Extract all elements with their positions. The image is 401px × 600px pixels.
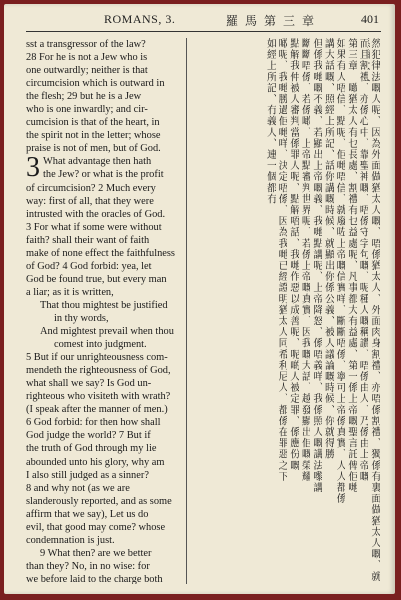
- chinese-text-column: 噉呢、我哋勝過佢哋咩、決定唔係、因為我哋已經證明猶太人同希利尼人、都係在罪惡之下: [276, 38, 288, 482]
- text-line: 6 God forbid: for then how shall: [26, 417, 161, 429]
- text-line: God judge the world? 7 But if: [26, 430, 151, 442]
- text-line: praise is not of men, but of God.: [26, 143, 161, 155]
- text-line: (I speak after the manner of men.): [26, 404, 168, 416]
- text-line: the flesh; 29 but he is a Jew: [26, 91, 142, 103]
- english-column: [26, 38, 182, 584]
- chapter-dropcap: 3: [26, 152, 40, 184]
- text-line: we before laid to the charge both: [26, 573, 163, 584]
- page-header: [26, 12, 381, 30]
- text-line: a liar; as it is written,: [26, 286, 114, 298]
- text-line: 5 But if our unrighteousness com-: [26, 352, 168, 364]
- text-line: than they? No, in no wise: for: [26, 560, 150, 572]
- column-divider: [186, 38, 187, 584]
- text-line: one outwardly; neither is that: [26, 65, 148, 77]
- text-line: make of none effect the faithfulness: [26, 247, 175, 259]
- text-line: I also still judged as a sinner?: [26, 469, 149, 481]
- text-line: mendeth the righteousness of God,: [26, 365, 171, 377]
- chinese-text-column: 然犯律法嘅人呢、因為外面做猶太人嘅、唔係猶太人、外面肉身割禮、亦唔係割禮、獨係有裏面做猶太人嘅、就: [369, 38, 380, 582]
- chinese-text-column: 如經上所記、冇義人、連一個都冇: [264, 38, 276, 205]
- text-line: of God? 4 God forbid: yea, let: [26, 260, 152, 272]
- text-line: God be found true, but every man: [26, 273, 167, 285]
- text-line: the Jew? or what is the profit: [43, 169, 164, 181]
- poetry-line: comest into judgment.: [54, 339, 147, 351]
- chinese-text-column: 點解我仲被人審判當係罪人呢、點解唔話、我哋作惡以成善呢、呢啲人被定罪、係應份嘅: [287, 38, 299, 471]
- text-line: cumcision is that of the heart, in: [26, 117, 160, 129]
- text-line: the truth of God through my lie: [26, 443, 157, 455]
- chinese-text-column: 講大話嘅、照經上所記、話你講嘅時候、就顯出你係公義、被人議論嘅時候、你就得勝: [322, 38, 334, 460]
- text-line: way: first of all, that they were: [26, 195, 154, 207]
- text-line: circumcision which is outward in: [26, 78, 165, 90]
- book-chapter-title: ROMANS, 3.: [104, 12, 176, 26]
- text-line: abounded unto his glory, why am: [26, 456, 165, 468]
- bible-page: [4, 4, 395, 594]
- chinese-text-column: 斷斷唔係、若係噉、上帝點審判世界呢、若係上帝嘅真實、因我嘅大話、越發顯出佢嘅榮耀: [299, 38, 311, 482]
- text-line: sst a transgressor of the law?: [26, 39, 146, 50]
- text-line: 3 For what if some were without: [26, 221, 162, 233]
- text-line: slanderously reported, and as some: [26, 495, 172, 507]
- poetry-line: in thy words,: [54, 312, 109, 324]
- text-line: of circumcision? 2 Much every: [26, 182, 156, 194]
- text-line: what shall we say? Is God un-: [26, 378, 152, 390]
- text-line: evil, that good may come? whose: [26, 521, 166, 533]
- chinese-text-column: 如果有人唔信、點呢、佢哋唔信、就廢咗上帝嘅信實咩、斷斷唔係、寧可上帝係真實、人人都係: [334, 38, 346, 505]
- chinese-chapter-title: 羅 馬 第 三 章: [226, 14, 317, 28]
- chinese-text-column: 而且割禮、亦係心中、靠聖神嘅、唔係守字句嘅、呢種人嘅稱讚、唔係由人、乃係由上帝嘅: [357, 38, 369, 482]
- chinese-text-column: 第三章 噉猶太人有乜長處、割禮有乜益處呢、凡事都大有益處、第一係上帝嘅聖言託俾佢哋: [345, 38, 357, 494]
- text-line: What advantage then hath: [43, 156, 152, 168]
- text-line: 8 and why not (as we are: [26, 482, 130, 494]
- text-line: the spirit not in the letter; whose: [26, 130, 161, 142]
- poetry-line: And mightest prevail when thou: [40, 326, 174, 338]
- text-line: intrusted with the oracles of God.: [26, 208, 166, 220]
- text-line: 9 What then? are we better: [40, 547, 152, 559]
- poetry-line: That thou mightest be justified: [40, 299, 168, 311]
- page-number: 401: [361, 12, 379, 26]
- header-rule: [26, 31, 381, 32]
- text-line: faith? shall their want of faith: [26, 234, 150, 246]
- text-line: who is one inwardly; and cir-: [26, 104, 148, 116]
- chinese-column: [190, 38, 380, 584]
- text-line: condemnation is just.: [26, 534, 115, 546]
- chinese-text-column: 但係我哋嘅不義、若顯出上帝嘅義、我哋點講呢、上帝降怒、係唔義咩、我係照人嘅講法嚟講: [311, 38, 323, 494]
- text-line: righteous who visiteth with wrath?: [26, 391, 171, 403]
- text-line: 28 For he is not a Jew who is: [26, 52, 148, 64]
- text-line: affirm that we say), Let us do: [26, 508, 149, 520]
